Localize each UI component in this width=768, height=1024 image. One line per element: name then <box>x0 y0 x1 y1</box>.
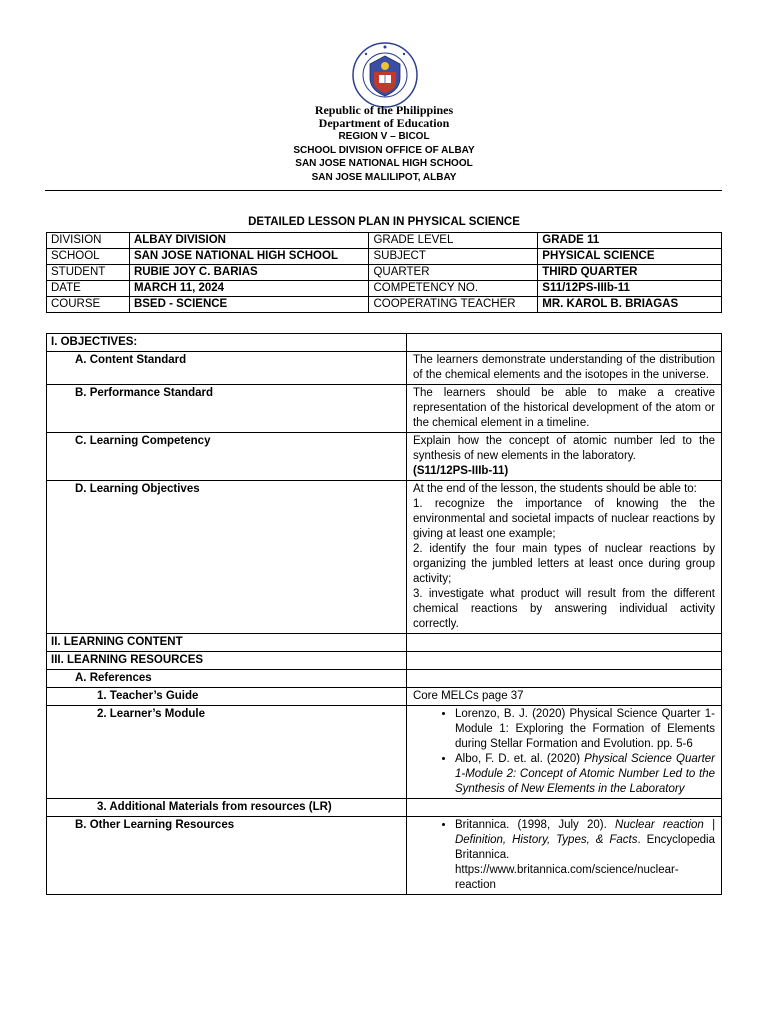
table-row <box>47 799 722 817</box>
header-department: Department of Education <box>318 116 450 130</box>
other-resources-list <box>413 818 715 893</box>
other-resources-cell <box>406 817 721 895</box>
learning-objectives-label: D. Learning Objectives <box>47 481 407 634</box>
objectives-intro: At the end of the lesson, the students should be able to: <box>412 483 697 495</box>
info-value: BSED - SCIENCE <box>129 297 369 313</box>
learning-competency-text: Explain how the concept of atomic number led to the synthesis of new elements in the laboratory. <box>412 435 715 462</box>
info-value: PHYSICAL SCIENCE <box>538 249 722 265</box>
document-header <box>0 104 768 184</box>
objective-item: 1. recognize the importance of knowing the the environmental and societal impacts of nuclear reactions by giving at least one example; <box>412 498 715 540</box>
teachers-guide-text: Core MELCs page 37 <box>406 688 721 706</box>
info-label: DATE <box>47 281 130 297</box>
info-label: STUDENT <box>47 265 130 281</box>
info-value: SAN JOSE NATIONAL HIGH SCHOOL <box>129 249 369 265</box>
info-value: RUBIE JOY C. BARIAS <box>129 265 369 281</box>
references-label: A. References <box>47 670 407 688</box>
reference-text: Albo, F. D. et. al. (2020) <box>454 753 585 765</box>
info-row <box>47 281 722 297</box>
table-row <box>47 352 722 385</box>
list-item: • Lorenzo, B. J. (2020) Physical Science Quarter 1-Module 1: Exploring the Formation of Elements during Stellar Formation and Evolution. pp. 5-6 <box>455 707 715 752</box>
content-standard-text: The learners demonstrate understanding of the distribution of the chemical elements and the isotopes in the universe. <box>406 352 721 385</box>
table-row <box>47 706 722 799</box>
info-value: S11/12PS-IIIb-11 <box>538 281 722 297</box>
info-label: COOPERATING TEACHER <box>369 297 538 313</box>
info-value: GRADE 11 <box>538 233 722 249</box>
reference-text: Britannica. (1998, July 20). <box>454 819 616 831</box>
objectives-heading: I. OBJECTIVES: <box>47 334 407 352</box>
info-label: COMPETENCY NO. <box>369 281 538 297</box>
learning-objectives-cell <box>406 481 721 634</box>
header-region: REGION V – BICOL <box>338 131 430 142</box>
performance-standard-text: The learners should be able to make a creative representation of the historical development of the atom or the chemical element in a timeline. <box>406 385 721 433</box>
learners-module-label: 2. Learner’s Module <box>47 706 407 799</box>
performance-standard-label: B. Performance Standard <box>47 385 407 433</box>
table-row <box>47 334 722 352</box>
learning-resources-heading: III. LEARNING RESOURCES <box>47 652 407 670</box>
learners-module-cell <box>406 706 721 799</box>
header-republic: Republic of the Philippines <box>314 103 454 117</box>
info-label: COURSE <box>47 297 130 313</box>
info-row <box>47 233 722 249</box>
competency-code: (S11/12PS-IIIb-11) <box>412 465 509 477</box>
empty-cell <box>406 334 721 352</box>
info-row <box>47 249 722 265</box>
table-row <box>47 385 722 433</box>
additional-materials-label: 3. Additional Materials from resources (LR) <box>47 799 407 817</box>
info-label: QUARTER <box>369 265 538 281</box>
table-row <box>47 652 722 670</box>
deped-seal-icon <box>352 42 418 108</box>
document-title: DETAILED LESSON PLAN IN PHYSICAL SCIENCE <box>248 216 520 228</box>
info-label: SUBJECT <box>369 249 538 265</box>
info-value: MR. KAROL B. BRIAGAS <box>538 297 722 313</box>
other-resources-label: B. Other Learning Resources <box>47 817 407 895</box>
learning-competency-cell <box>406 433 721 481</box>
empty-cell <box>406 634 721 652</box>
teachers-guide-label: 1. Teacher’s Guide <box>47 688 407 706</box>
table-row <box>47 670 722 688</box>
table-row <box>47 481 722 634</box>
empty-cell <box>406 799 721 817</box>
info-label: DIVISION <box>47 233 130 249</box>
learners-module-list <box>413 707 715 797</box>
reference-text: . Encyclopedia Britannica. https://www.britannica.com/science/nuclear-reaction <box>454 834 716 891</box>
empty-cell <box>406 670 721 688</box>
reference-title: Nuclear reaction | Definition, History, Types, & Facts <box>454 819 715 846</box>
table-row <box>47 433 722 481</box>
info-row <box>47 265 722 281</box>
info-value: ALBAY DIVISION <box>129 233 369 249</box>
table-row <box>47 817 722 895</box>
objective-item: 3. investigate what product will result from the different chemical reactions by answering individual activity correctly. <box>412 588 715 630</box>
content-standard-label: A. Content Standard <box>47 352 407 385</box>
info-label: SCHOOL <box>47 249 130 265</box>
header-school: SAN JOSE NATIONAL HIGH SCHOOL <box>295 158 473 169</box>
learning-content-heading: II. LEARNING CONTENT <box>47 634 407 652</box>
header-divider <box>45 190 722 191</box>
list-item <box>455 818 715 893</box>
objective-item: 2. identify the four main types of nuclear reactions by organizing the jumbled letters at least once during group activity; <box>412 543 715 585</box>
header-division-office: SCHOOL DIVISION OFFICE OF ALBAY <box>293 144 475 156</box>
table-row <box>47 688 722 706</box>
table-row <box>47 634 722 652</box>
learning-competency-label: C. Learning Competency <box>47 433 407 481</box>
info-label: GRADE LEVEL <box>369 233 538 249</box>
header-address: SAN JOSE MALILIPOT, ALBAY <box>311 171 457 183</box>
list-item <box>455 752 715 797</box>
lesson-plan-table <box>46 333 722 895</box>
info-value: MARCH 11, 2024 <box>129 281 369 297</box>
info-row <box>47 297 722 313</box>
info-value: THIRD QUARTER <box>538 265 722 281</box>
info-table <box>46 232 722 313</box>
reference-title: Physical Science Quarter 1-Module 2: Concept of Atomic Number Led to the Synthesis of New Elements in the Laboratory <box>454 753 715 795</box>
empty-cell <box>406 652 721 670</box>
